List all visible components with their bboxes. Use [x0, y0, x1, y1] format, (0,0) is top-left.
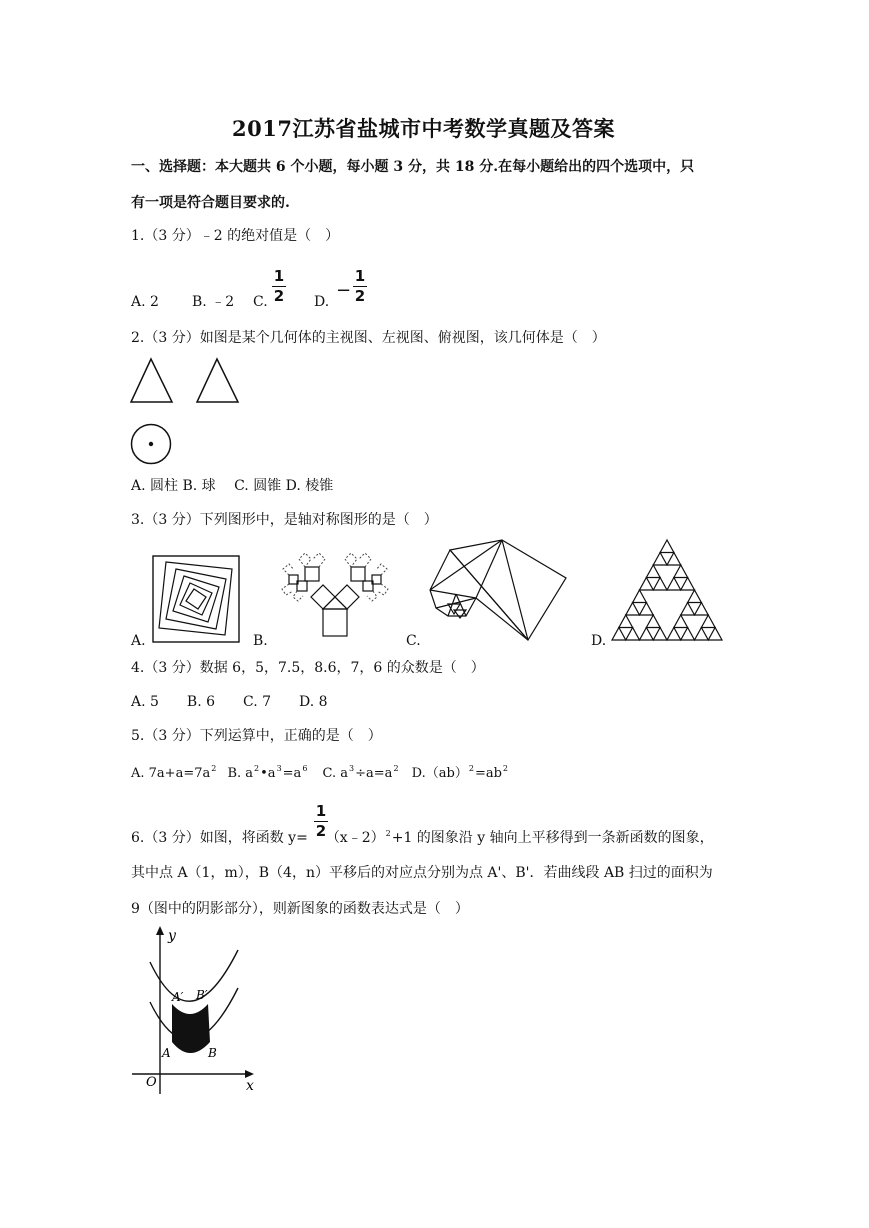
q5-option-c: C. a [322, 766, 349, 781]
q1-option-a: A. 2 [131, 294, 159, 310]
x-axis-label: x [246, 1078, 254, 1094]
page-title: 2017江苏省盐城市中考数学真题及答案 [232, 116, 615, 141]
q1-stem: 1.（3 分）﹣2 的绝对值是（ ） [131, 228, 340, 244]
y-axis-arrow [156, 926, 164, 935]
q5-option-b: B. a [227, 766, 254, 781]
q6-stem-line2: 其中点 A（1，m），B（4，n）平移后的对应点分别为点 A'、B'．若曲线段 AB 扫过的面积为 [131, 865, 713, 881]
q1-minus-sign: − [336, 280, 352, 301]
fraction-denominator: 2 [273, 287, 285, 305]
fraction-numerator: 1 [315, 802, 327, 820]
top-view-center-dot [149, 442, 153, 446]
origin-label: O [146, 1075, 157, 1090]
q3-label-d: D. [591, 633, 607, 649]
q5-option-d: D.（ab） [411, 766, 468, 781]
section-heading-line2: 有一项是符合题目要求的. [131, 195, 290, 211]
q3-stem: 3.（3 分）下列图形中，是轴对称图形的是（ ） [131, 512, 438, 528]
q6-stem-line1: 6.（3 分）如图，将函数 y= （x﹣2）$^2$+1 的图象沿 y 轴向上平移得到一条新函数的图象， [131, 829, 714, 846]
q4-stem: 4.（3 分）数据 6，5，7.5，8.6，7，6 的众数是（ ） [131, 660, 485, 676]
shaded-swept-area [172, 1004, 210, 1053]
q3-figure-d-sierpinski-triangle [610, 538, 724, 642]
q1-option-c: C. [253, 294, 268, 310]
fraction-denominator: 2 [315, 822, 327, 840]
q3-label-c: C. [406, 633, 421, 649]
q2-options: A. 圆柱 B. 球 C. 圆锥 D. 棱锥 [131, 478, 334, 494]
q1-option-d: D. [314, 294, 330, 310]
q6-parabola-figure [128, 924, 268, 1100]
q6-stem-line3: 9（图中的阴影部分），则新图象的函数表达式是（ ） [131, 901, 469, 917]
y-axis-label: y [168, 928, 176, 944]
q4-options: A. 5 B. 6 C. 7 D. 8 [131, 694, 328, 710]
q3-label-b: B. [253, 633, 268, 649]
q3-label-a: A. [131, 633, 146, 649]
fraction-numerator: 1 [273, 267, 285, 285]
point-a-label: A [162, 1046, 171, 1060]
point-b-prime-label: B′ [196, 988, 208, 1002]
fraction-denominator: 2 [354, 287, 366, 305]
q5-stem: 5.（3 分）下列运算中，正确的是（ ） [131, 728, 382, 744]
x-axis-arrow [245, 1070, 254, 1078]
side-view-triangle [197, 359, 238, 402]
point-a-prime-label: A′ [172, 990, 184, 1004]
front-view-triangle [131, 359, 172, 402]
translated-parabola [150, 950, 238, 1001]
q2-stem: 2.（3 分）如图是某个几何体的主视图、左视图、俯视图，该几何体是（ ） [131, 330, 606, 346]
fraction-numerator: 1 [354, 267, 366, 285]
section-heading-line1: 一、选择题：本大题共 6 个小题，每小题 3 分，共 18 分.在每小题给出的四个选项中，只 [131, 159, 695, 175]
q1-option-b: B. ﹣2 [192, 294, 235, 310]
q2-three-views-figure [128, 356, 248, 468]
q5-options: A. $7a+a=7a^2$ B. $a^2•a^3=a^6$ C. $a^3\div a=a^2$ $D.(ab)^2=ab^2$ [131, 764, 508, 781]
q1-option-d-fraction [353, 269, 367, 304]
q3-figure-a-nested-squares [152, 555, 240, 643]
q1-option-c-fraction [272, 269, 286, 304]
q3-figure-b-pythagoras-tree [275, 545, 395, 640]
point-b-label: B [208, 1046, 217, 1060]
q3-figure-c-spiral-triangles [426, 538, 570, 642]
q5-option-a: A. 7a+a=7a [131, 766, 211, 781]
